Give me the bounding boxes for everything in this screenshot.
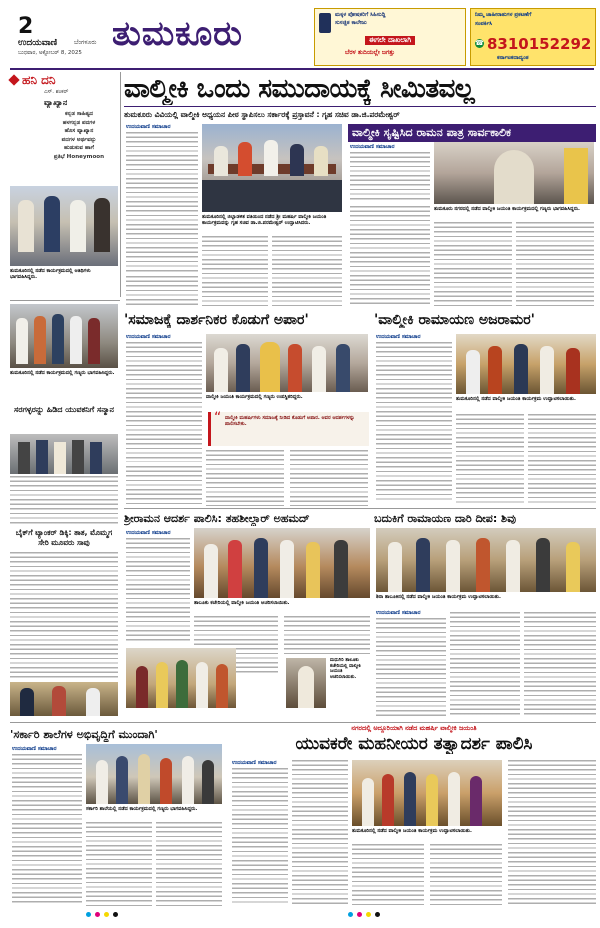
story-left2-caption: ವಾಲ್ಮೀಕಿ ಜಯಂತಿ ಕಾರ್ಯಕ್ರಮದಲ್ಲಿ ಗಣ್ಯರು ಉಪಸ್ಥಿತರಿದ್ದರು. (206, 394, 303, 400)
story-right1-body (350, 152, 430, 202)
story-bottom-left-photo (86, 744, 222, 804)
heart-icon (8, 74, 19, 85)
lead-headline: ವಾಲ್ಮೀಕಿ ಒಂದು ಸಮುದಾಯಕ್ಕೆ ಸೀಮಿತವಲ್ಲ (124, 74, 475, 104)
side-photo2 (10, 434, 118, 474)
story-mid-photo (194, 528, 370, 598)
story-bottom-left-caption: ಸರ್ಕಾರಿ ಶಾಲೆಯಲ್ಲಿ ನಡೆದ ಕಾರ್ಯಕ್ರಮದಲ್ಲಿ ಗಣ್ಯರು ಭಾಗವಹಿಸಿದ್ದರು. (86, 806, 198, 812)
lead-body-col3 (272, 236, 342, 306)
story-mid-body3 (284, 616, 370, 656)
story-right2-body3 (528, 414, 596, 506)
row-divider (10, 300, 120, 301)
story-right1-body3 (434, 222, 512, 306)
side-story2-body (10, 552, 118, 680)
column-title: ವ್ಯಾಖ್ಯಾನ (44, 98, 68, 107)
story-left2-photo (206, 334, 368, 392)
paper-name: ಉದಯವಾಣಿ (18, 38, 58, 48)
page-number: 2 (18, 14, 34, 39)
ad-right (470, 8, 596, 66)
verse-line: ಹೊಸ ವ್ಯಾಖ್ಯಾನ (64, 128, 94, 135)
story-bottom-left-body (12, 754, 82, 906)
lead-subheadline: ತುಮಕೂರು ವಿವಿಯಲ್ಲಿ ವಾಲ್ಮೀಕಿ ಅಧ್ಯಯನ ಪೀಠ ಸ್ಥಾಪಿಸಲು ಸರ್ಕಾರಕ್ಕೆ ಪ್ರಸ್ತಾವನೆ : ಗೃಹ ಸಚಿವ ಡಾ.ಜಿ.ಪರಮೇಶ್ವರ್ (124, 110, 400, 119)
side-story1-headline: ಸರಗಳ್ಳರನ್ನು ಹಿಡಿದ ಯುವಕನಿಗೆ ಸನ್ಮಾನ (13, 405, 115, 414)
verse-line: ಪ್ರತಿಭೆ Honeymoon (53, 153, 105, 160)
lead-photo-caption: ತುಮಕೂರಿನಲ್ಲಿ ಜಿಲ್ಲಾಡಳಿತ ವತಿಯಿಂದ ನಡೆದ ಶ್ರೀ ಮಹರ್ಷಿ ವಾಲ್ಮೀಕಿ ಜಯಂತಿ ಕಾರ್ಯಕ್ರಮವನ್ನು ಗೃಹ ಸಚಿವ ಡಾ.ಜಿ.ಪರಮೇಶ್ವರ್ ಉದ್ಘಾಟಿಸಿದರು. (202, 214, 327, 226)
lead-body-col2 (202, 236, 268, 306)
story-left2-body4 (126, 466, 202, 506)
lead-photo (202, 124, 342, 212)
lead-body-col1 (126, 132, 198, 272)
story-bottom-headline: ಯುವಕರೇ ಮಹನೀಯರ ತತ್ವಾದರ್ಶ ಪಾಲಿಸಿ (295, 734, 533, 754)
story-bottom-left-body2 (86, 822, 152, 906)
registration-marks (86, 912, 130, 918)
ad-right-line1: ನಿಮ್ಮ ಜಾಹೀರಾತುಗಳ ಪ್ರಕಟಣೆಗೆ (475, 12, 532, 18)
story-left2-headline: 'ಸಮಾಜಕ್ಕೆ ದಾರ್ಶನಿಕರ ಕೊಡುಗೆ ಅಪಾರ' (124, 312, 309, 328)
ad-middle (314, 8, 466, 66)
ad-middle-line3: ಬೆರಳ ತುದಿಯಲ್ಲೇ ಜಗತ್ತು (345, 49, 395, 56)
story-right1-caption: ತುಮಕೂರು ನಗರದಲ್ಲಿ ನಡೆದ ವಾಲ್ಮೀಕಿ ಜಯಂತಿ ಕಾರ್ಯಕ್ರಮದಲ್ಲಿ ಗಣ್ಯರು ಭಾಗವಹಿಸಿದ್ದರು. (434, 206, 580, 212)
side-photo1 (10, 304, 118, 368)
story-bottom-left-kicker: ಉದಯವಾಣಿ ಸಮಾಚಾರ (12, 746, 57, 752)
ad-middle-banner: ಈಗಲೇ ದಾಖಲಾಗಿ (365, 36, 415, 45)
story-right2-photo (456, 334, 596, 394)
story-right1-photo (434, 142, 594, 204)
story-bottom-caption: ತುಮಕೂರಿನಲ್ಲಿ ನಡೆದ ವಾಲ್ಮೀಕಿ ಜಯಂತಿ ಕಾರ್ಯಕ್ರಮ ಉದ್ಘಾಟಿಸಲಾಯಿತು. (352, 828, 472, 834)
story-mid-caption: ತಾಲೂಕು ಕಚೇರಿಯಲ್ಲಿ ವಾಲ್ಮೀಕಿ ಜಯಂತಿ ಆಚರಿಸಲಾಯಿತು. (194, 600, 290, 606)
story-right3-headline: ಬದುಕಿಗೆ ರಾಮಾಯಣ ದಾರಿ ದೀಪ: ಶಿವು (374, 512, 517, 525)
story-bottom-body (232, 768, 288, 906)
story-bottom-kicker2: ಉದಯವಾಣಿ ಸಮಾಚಾರ (232, 760, 277, 766)
column-divider (120, 72, 121, 297)
side-photo3 (10, 682, 118, 716)
story-mid-photo2 (126, 648, 236, 708)
story-right1-body4 (516, 222, 594, 306)
masthead (0, 0, 600, 68)
story-right1-headline: ವಾಲ್ಮೀಕಿ ಸೃಷ್ಟಿಸಿದ ರಾಮನ ಪಾತ್ರ ಸಾರ್ವಕಾಲಿಕ (348, 124, 596, 142)
story-left2-quote: ವಾಲ್ಮೀಕಿ ಮಹರ್ಷಿಗಳು ಸಮಾಜಕ್ಕೆ ನೀಡಿದ ಕೊಡುಗೆ ಅಪಾರ. ಅವರ ಆದರ್ಶಗಳನ್ನು ಪಾಲಿಸಬೇಕು. (225, 415, 355, 427)
story-mid-headline: ಶ್ರೀರಾಮನ ಆದರ್ಶ ಪಾಲಿಸಿ: ತಹಶೀಲ್ದಾರ್ ಅಹಮದ್ (124, 512, 310, 525)
story-bottom-body2 (292, 760, 348, 906)
quote-icon: “ (214, 410, 222, 426)
story-left2-kicker: ಉದಯವಾಣಿ ಸಮಾಚಾರ (126, 334, 171, 340)
story-right2-headline: 'ವಾಲ್ಮೀಕಿ ರಾಮಾಯಣ ಅಜರಾಮರ' (374, 312, 535, 328)
ad-right-line2: ಸಂಪರ್ಕಿಸಿ (475, 21, 493, 27)
story-right3-body3 (524, 612, 596, 718)
ad-right-phone: 8310152292 (487, 35, 592, 53)
story-mid-kicker: ಉದಯವಾಣಿ ಸಮಾಚಾರ (126, 530, 171, 536)
verse-line: ಹುಡುಕುವ ಹಾಗೆ (64, 145, 94, 152)
story-right1-body2 (350, 206, 430, 306)
ad-middle-line1: ಮಕ್ಕಳ ಪೋಷಕರಿಗೆ ಸಿಹಿಸುದ್ದಿ (335, 12, 386, 18)
ad-right-footer: ಕರ್ನಾಟಕದಾದ್ಯಂತ (497, 55, 529, 61)
bottom-rule (10, 722, 596, 723)
verse-line: ಪದಗಳ ಅರ್ಥವನ್ನು (61, 136, 97, 143)
edition: ಬೆಂಗಳೂರು (74, 39, 97, 46)
ad-phone-image (319, 13, 331, 33)
lead-rule (124, 106, 596, 107)
story-bottom-body3 (352, 844, 424, 906)
story-mid-photo3 (286, 658, 326, 708)
side-story1-body (10, 476, 118, 526)
story-bottom-body5 (508, 760, 596, 906)
story-left2-body (126, 342, 202, 462)
masthead-rule (10, 68, 594, 70)
side-photo1-caption: ತುಮಕೂರಿನಲ್ಲಿ ನಡೆದ ಕಾರ್ಯಕ್ರಮದಲ್ಲಿ ಗಣ್ಯರು ಭಾಗವಹಿಸಿದ್ದರು. (10, 370, 115, 376)
story-right2-kicker: ಉದಯವಾಣಿ ಸಮಾಚಾರ (376, 334, 421, 340)
story-mid-body (126, 538, 190, 644)
story-right2-body2 (456, 414, 524, 506)
verse-line: ಕನ್ನಡ ಸಾಹಿತ್ಯದ (64, 111, 94, 117)
story-right1-kicker: ಉದಯವಾಣಿ ಸಮಾಚಾರ (350, 144, 395, 150)
story-right2-body (376, 342, 452, 502)
registration-marks-2 (348, 912, 392, 918)
story-bottom-kicker: ನಗರದಲ್ಲಿ ಅದ್ದೂರಿಯಾಗಿ ನಡೆದ ಮಹರ್ಷಿ ವಾಲ್ಮೀಕಿ ಜಯಂತಿ (351, 724, 477, 732)
story-right3-body2 (450, 612, 520, 718)
column-photo (10, 186, 118, 266)
story-right3-body (376, 618, 446, 718)
row3-rule (124, 508, 596, 509)
side-story2-headline: ಬೈಕ್‌ಗೆ ಟ್ಯಾಂಕರ್ ಡಿಕ್ಕಿ: ತಾತ, ಮೊಮ್ಮಗ ಸೇರಿ ಮೂವರು ಸಾವು (15, 528, 113, 547)
story-bottom-photo (352, 760, 502, 826)
story-left2-body2 (206, 450, 284, 506)
story-bottom-body4 (430, 844, 502, 906)
story-right2-caption: ತುಮಕೂರಿನಲ್ಲಿ ನಡೆದ ವಾಲ್ಮೀಕಿ ಜಯಂತಿ ಕಾರ್ಯಕ್ರಮ ಉದ್ಘಾಟಿಸಲಾಯಿತು. (456, 396, 576, 402)
story-right3-photo (376, 528, 596, 592)
story-mid-small-caption: ಮಧುಗಿರಿ ತಾಲೂಕು ಕಚೇರಿಯಲ್ಲಿ ವಾಲ್ಮೀಕಿ ಜಯಂತಿ ಆಚರಿಸಲಾಯಿತು. (330, 658, 361, 680)
ad-middle-line2: ಸುಸಜ್ಜಿತ ಕಾಲೇಜು (335, 20, 367, 26)
story-bottom-left-body3 (156, 822, 222, 906)
column-logo: ಹನಿ ದನಿ (22, 73, 56, 87)
section-title: ತುಮಕೂರು (112, 14, 243, 54)
column-verse (40, 110, 118, 162)
column-author: ಎಸ್. ಶಂಕರ್ (44, 89, 69, 95)
story-left2-body3 (290, 450, 368, 506)
lead-body-col1b (126, 276, 198, 306)
column-photo-caption: ತುಮಕೂರಿನಲ್ಲಿ ನಡೆದ ಕಾರ್ಯಕ್ರಮದಲ್ಲಿ ಅತಿಥಿಗಳು ಭಾಗವಹಿಸಿದ್ದರು. (10, 268, 91, 280)
lead-kicker: ಉದಯವಾಣಿ ಸಮಾಚಾರ (126, 124, 171, 130)
story-right3-kicker: ಉದಯವಾಣಿ ಸಮಾಚಾರ (376, 610, 421, 616)
story-left2-quote-box (208, 412, 369, 446)
phone-icon: ☎ (475, 39, 484, 47)
story-right3-caption: ಶಿರಾ ತಾಲೂಕಿನಲ್ಲಿ ನಡೆದ ವಾಲ್ಮೀಕಿ ಜಯಂತಿ ಕಾರ್ಯಕ್ರಮ ಉದ್ಘಾಟಿಸಲಾಯಿತು. (376, 594, 501, 600)
date-line: ಬುಧವಾರ, ಅಕ್ಟೋಬರ್ 8, 2025 (18, 50, 82, 56)
verse-line: ಹಳಗನ್ನಡ ಪದಗಳ (62, 119, 96, 126)
story-bottom-left-headline: 'ಸರ್ಕಾರಿ ಶಾಲೆಗಳ ಅಭಿವೃದ್ಧಿಗೆ ಮುಂದಾಗಿ' (10, 728, 158, 741)
